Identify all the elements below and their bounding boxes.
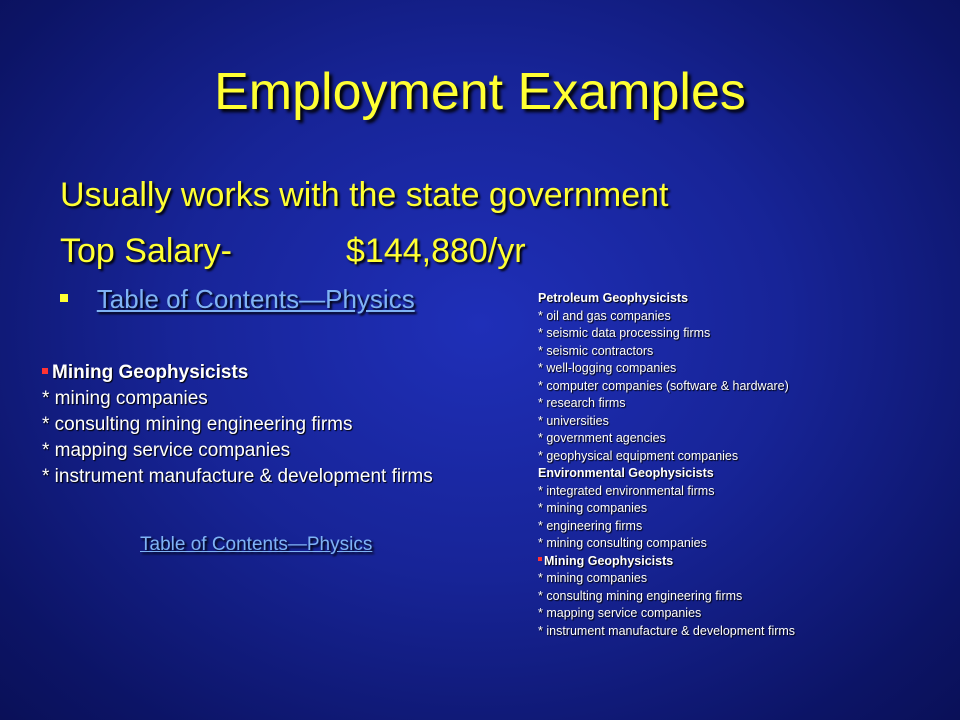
mining-item: * mapping service companies bbox=[42, 440, 291, 461]
petroleum-item: * universities bbox=[538, 413, 609, 428]
salary-value: $144,880/yr bbox=[346, 232, 526, 270]
mining-heading-right: Mining Geophysicists bbox=[544, 553, 674, 568]
salary-label: Top Salary- bbox=[60, 232, 232, 270]
petroleum-item: * seismic data processing firms bbox=[538, 326, 711, 340]
salary-line bbox=[60, 232, 526, 271]
red-square-bullet-icon bbox=[42, 368, 48, 374]
toc-link-row-2 bbox=[140, 534, 372, 556]
mining-heading: Mining Geophysicists bbox=[52, 362, 249, 383]
petroleum-item: * seismic contractors bbox=[538, 343, 654, 358]
toc-bullet-row bbox=[60, 284, 415, 315]
petroleum-item: * computer companies (software & hardware) bbox=[538, 378, 789, 393]
mining-item: * instrument manufacture & development firms bbox=[42, 466, 433, 487]
table-of-contents-link-2[interactable]: Table of Contents—Physics bbox=[140, 534, 373, 555]
environmental-item: * mining companies bbox=[538, 501, 648, 515]
petroleum-item: * research firms bbox=[538, 396, 626, 410]
employer-list-column bbox=[538, 290, 828, 640]
petroleum-item: * government agencies bbox=[538, 431, 666, 445]
red-square-bullet-icon bbox=[538, 557, 542, 561]
mining-right-item: * mining companies bbox=[538, 571, 648, 585]
mining-heading-row bbox=[42, 360, 502, 386]
mining-right-item: * mapping service companies bbox=[538, 606, 702, 620]
environmental-item: * mining consulting companies bbox=[538, 536, 707, 550]
petroleum-item: * well-logging companies bbox=[538, 361, 677, 375]
square-bullet-icon bbox=[60, 294, 68, 302]
state-government-line: Usually works with the state government bbox=[60, 176, 669, 214]
mining-item: * consulting mining engineering firms bbox=[42, 414, 353, 435]
mining-item: * mining companies bbox=[42, 388, 208, 409]
mining-geophysicists-block bbox=[42, 360, 502, 490]
slide-title: Employment Examples bbox=[214, 63, 746, 121]
table-of-contents-link-1[interactable]: Table of Contents—Physics bbox=[96, 284, 415, 314]
petroleum-item: * geophysical equipment companies bbox=[538, 448, 739, 463]
environmental-heading: Environmental Geophysicists bbox=[538, 466, 714, 480]
environmental-item: * engineering firms bbox=[538, 518, 643, 533]
petroleum-heading: Petroleum Geophysicists bbox=[538, 291, 689, 305]
mining-heading-right-row bbox=[538, 553, 828, 571]
petroleum-item: * oil and gas companies bbox=[538, 308, 671, 323]
mining-right-item: * consulting mining engineering firms bbox=[538, 588, 743, 603]
environmental-item: * integrated environmental firms bbox=[538, 483, 715, 498]
mining-right-item: * instrument manufacture & development firms bbox=[538, 623, 796, 638]
